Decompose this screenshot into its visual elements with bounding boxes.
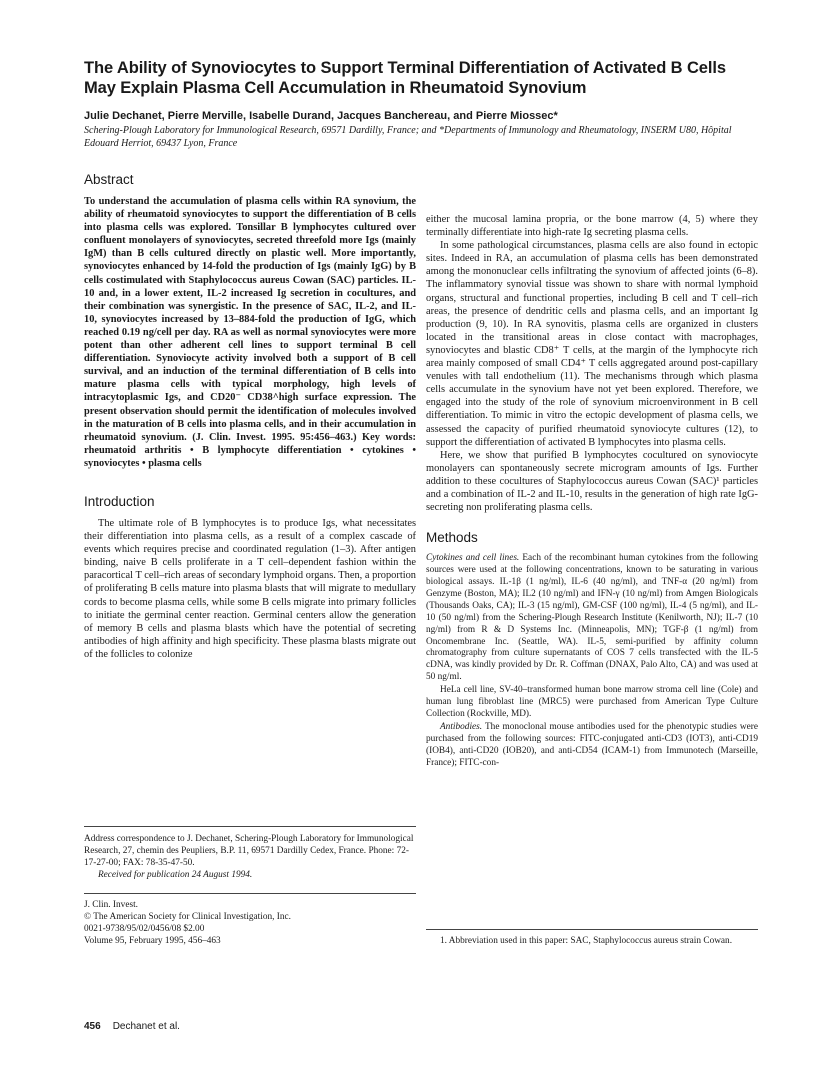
antibodies-runin-heading: Antibodies.: [440, 721, 483, 732]
page-number: 456: [84, 1021, 101, 1032]
journal-name: J. Clin. Invest.: [84, 900, 138, 910]
footnote-abbreviation: 1. Abbreviation used in this paper: SAC, Staphylococcus aureus strain Cowan.: [440, 936, 733, 946]
running-author: Dechanet et al.: [112, 1021, 180, 1032]
methods-hela-paragraph: HeLa cell line, SV-40–transformed human bone marrow stroma cell line (Cole) and human lung fibroblast line (MRC5) were purchased from American Type Culture Collection (Rockville, MD).: [426, 685, 758, 719]
cytokines-text: Each of the recombinant human cytokines from the following sources were used at the following concentrations, known to be saturating in various biological assays. IL-1β (1 ng/ml), IL-6 (40 ng/ml), and TNF-α (20 ng/ml) from Genzyme (Boston, MA); IL2 (10 ng/ml) and IFN-γ (10 ng/ml) from Amgen Biologicals (Thousands Oaks, CA); IL-3 (15 ng/ml), GM-CSF (100 ng/ml), IL-4 (5 ng/ml), and IL-10 (50 ng/ml) from the Schering-Plough Research Institute (Kenilworth, NJ); IL-7 (10 ng/ml) from R & D Systems Inc. (Minneapolis, MN); TGF-β (1 ng/ml) from Oncomembrane Inc. (Seattle, WA). IL-5, semi-purified by affinity column chromatography from culture supernatants of COS 7 cells transfected with the IL-5 cDNA, was kindly provided by Dr. R. Coffman (DNAX, Palo Alto, CA) and was used at 50 ng/ml.: [426, 553, 758, 683]
received-date: Received for publication 24 August 1994.: [98, 869, 253, 880]
correspondence-address: Address correspondence to J. Dechanet, Schering-Plough Laboratory for Immunological Research, 27, chemin des Peupliers, B.P. 11, 69571 Dardilly Cedex, France. Phone: 72-17-27-00; FAX: 78-35-47-50.: [84, 834, 414, 868]
methods-cytokines-paragraph: [426, 553, 758, 684]
methods-body: [426, 553, 758, 769]
cytokines-runin-heading: Cytokines and cell lines.: [426, 553, 520, 564]
abstract-text: To understand the accumulation of plasma cells within RA synovium, the ability of rheumatoid synoviocytes to support the differentiation of B cells into plasma cells was explored. Tonsillar B lymphocytes cultured over confluent monolayers of synoviocytes, secreted threefold more Igs (mainly IgM) than B cells cultured directly on plastic well. More importantly, synoviocytes enhanced by 14-fold the production of Igs (mainly IgG) by B cells costimulated with Staphylococcus aureus Cowan (SAC) particles. IL-10 and, in a lower extent, IL-2 increased Ig secretion in cocultures, and their combination was synergistic. In the presence of SAC, IL-2, and IL-10, synoviocytes increased by 13–884-fold the production of IgG, which reached 0.19 ng/cell per day. RA as well as normal synoviocytes were more potent than other adherent cell lines to support terminal B cell differentiation. Synoviocyte activity involved both a support of B cell survival, and an induction of the terminal differentiation of B cells into mature plasma cells with typical morphology, high levels of intracytoplasmic Igs, and CD20⁻ CD38^high surface expression. The present observation should permit the identification of molecules involved in the maturation of B cells into plasma cells, and in their accumulation in rheumatoid synovium. (J. Clin. Invest. 1995. 95:456–463.) Key words: rheumatoid arthritis • B lymphocyte differentiation • cytokines • synoviocytes • plasma cells: [84, 196, 416, 469]
article-code: 0021-9738/95/02/0456/08 $2.00: [84, 923, 205, 934]
intro-paragraph-3: In some pathological circumstances, plasma cells are also found in ectopic sites. Indeed in RA, an accumulation of plasma cells has been demonstrated among the mononuclear cells infiltrating the synovium of affected joints (6–8). The inflammatory synovial tissue was shown to share with normal lymphoid organs, structural and functional properties, including B cell and T cell–rich areas, the presence of dendritic cells and plasma cells, and an important Ig production (9, 10). In RA synovitis, plasma cells are organized in clusters located in the transitional areas in close contact with macrophages, synoviocytes and blastic CD8⁺ T cells, at the margin of the lymphocyte rich area mainly composed of small CD4⁺ T cells aggregated around post-capillary venules with tall endothelium (11). The mechanisms through which plasma cells accumulate in the synovium have not yet been explored. Therefore, we engaged into the study of the role of synovium microenvironment in B cell differentiation. To mimic in vitro the ectopic development of plasma cells, we assessed the capacity of purified rheumatoid synoviocyte cultures (12), to support the differentiation of activated B lymphocytes into plasma cells.: [426, 240, 758, 448]
antibodies-text: The monoclonal mouse antibodies used for the phenotypic studies were purchased from the following sources: FITC-conjugated anti-CD3 (IOT3), anti-CD19 (IOB4), anti-CD20 (IOB20), and anti-CD54 (ICAM-1) from Immunotech (Marseille, France); FITC-con-: [426, 721, 758, 768]
left-column: [84, 172, 416, 661]
page-footer: [84, 1021, 416, 1032]
article-title: The Ability of Synoviocytes to Support Terminal Differentiation of Activated B Cells May Explain Plasma Cell Accumulation in Rheumatoid Synovium: [84, 59, 726, 97]
introduction-heading: Introduction: [84, 493, 155, 509]
intro-paragraph-4: Here, we show that purified B lymphocytes cocultured on synoviocyte monolayers can spontaneously secrete microgram amounts of Igs. Further addition to these cocultures of Staphylococcus aureus Cowan (SAC)¹ particles and a combination of IL-2 and IL-10, results in the generation of high rate IgG-secreting non proliferating plasma cells.: [426, 449, 758, 514]
affiliation: Schering-Plough Laboratory for Immunological Research, 69571 Dardilly, France; and *Departments of Immunology and Rheumatology, INSERM U80, Hôpital Edouard Herriot, 69437 Lyon, France: [84, 125, 732, 149]
intro-paragraph-2: either the mucosal lamina propria, or the bone marrow (4, 5) where they terminally differentiate into high-rate Ig secreting plasma cells.: [426, 214, 758, 239]
volume-line: Volume 95, February 1995, 456–463: [84, 935, 221, 946]
correspondence-note: [84, 826, 416, 882]
author-list: Julie Dechanet, Pierre Merville, Isabelle Durand, Jacques Banchereau, and Pierre Miossec*: [84, 110, 558, 122]
abstract-heading: Abstract: [84, 172, 134, 187]
footnote-area: [426, 929, 758, 948]
right-column: [426, 213, 758, 769]
abstract: [84, 195, 416, 470]
methods-heading: Methods: [426, 530, 478, 546]
copyright-block: [84, 893, 416, 948]
methods-antibodies-paragraph: [426, 722, 758, 770]
copyright-line: © The American Society for Clinical Investigation, Inc.: [84, 911, 291, 922]
intro-paragraph-1: The ultimate role of B lymphocytes is to produce Igs, what necessitates their differentiation into plasma cells, as a result of a complex cascade of events which requires precise and coordinated regulation (1–3). After antigen binding, naive B cells proliferate in a T cell–dependent fashion within the paracortical T cell–rich areas of secondary lymphoid organs. Then, a proportion of proliferating B cells mature into plasma blasts that will migrate to medullary cords to become plasma cells, while some B cells migrate into primary follicles to initiate the germinal center reaction. Germinal centers allow the generation of memory B cells and plasma blasts which have the potential of secreting antibodies of high affinity and high specificity. These plasma blasts migrate out of the follicles to colonize: [84, 517, 416, 660]
